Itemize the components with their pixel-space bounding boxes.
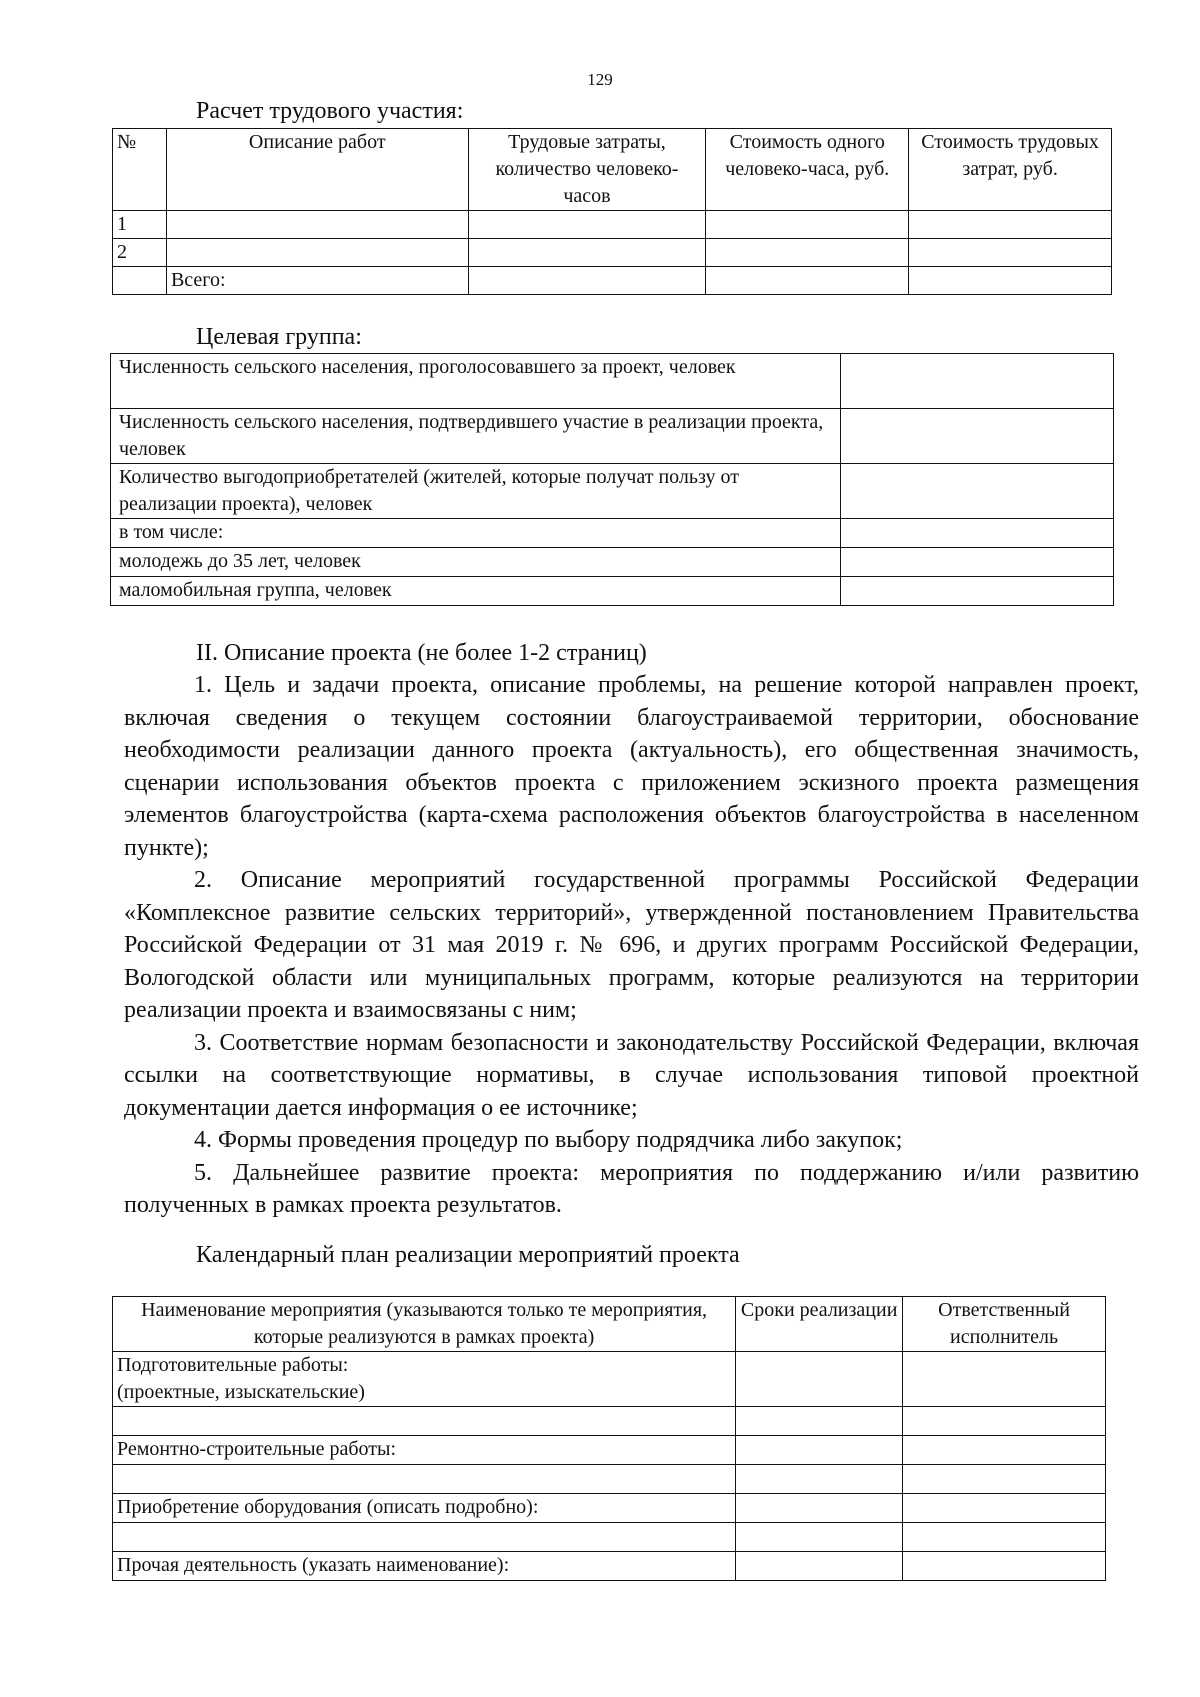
empty-cell [736, 1552, 903, 1581]
empty-cell [903, 1523, 1106, 1552]
event-label: Подготовительные работы: [117, 1354, 349, 1376]
table-row [111, 354, 1114, 409]
row-number: 1 [113, 211, 167, 239]
table-header-row [113, 129, 1112, 211]
section-item: 3. Соответствие нормам безопасности и законодательству Российской Федерации, включая ссылки на соответствующие нормативы, в случае использования типовой проектной документации дается информация о ее источнике; [124, 1029, 1139, 1121]
empty-cell [841, 577, 1114, 606]
table-row [113, 1436, 1106, 1465]
target-label: Численность сельского населения, проголосовавшего за проект, человек [111, 354, 841, 409]
empty-cell [903, 1436, 1106, 1465]
header-num: № [113, 129, 167, 211]
empty-cell [166, 211, 468, 239]
target-label: маломобильная группа, человек [111, 577, 841, 606]
table-row [113, 211, 1112, 239]
target-title: Целевая группа: [196, 324, 362, 350]
table-row [113, 1465, 1106, 1494]
header-responsible: Ответственный исполнитель [903, 1297, 1106, 1352]
section-item: 5. Дальнейшее развитие проекта: мероприятия по поддержанию и/или развитию полученных в рамках проекта результатов. [124, 1159, 1139, 1218]
header-event-name: Наименование мероприятия (указываются только те мероприятия, которые реализуются в рамках проекта) [113, 1297, 736, 1352]
empty-cell [113, 1465, 736, 1494]
target-label: молодежь до 35 лет, человек [111, 548, 841, 577]
target-label: Численность сельского населения, подтвердившего участие в реализации проекта, человек [111, 409, 841, 464]
empty-cell [166, 239, 468, 267]
empty-cell [736, 1436, 903, 1465]
empty-cell [841, 519, 1114, 548]
section-item: 2. Описание мероприятий государственной программы Российской Федерации «Комплексное развитие сельских территорий», утвержденной постановлением Правительства Российской Федерации от 31 мая 2019 г. № 696, и других программ Российской Федерации, Вологодской области или муниципальных программ, которые реализуются на территории реализации проекта и взаимосвязаны с ним; [124, 867, 1139, 1023]
event-label: Приобретение оборудования (описать подробно): [113, 1494, 736, 1523]
section-item: 1. Цель и задачи проекта, описание проблемы, на решение которой направлен проект, включая сведения о текущем состоянии благоустраиваемой территории, обоснование необходимости реализации данного проекта (актуальность), его общественная значимость, сценарии использования объектов проекта с приложением эскизного проекта размещения элементов благоустройства (карта-схема расположения объектов благоустройства в населенном пункте); [124, 672, 1139, 861]
empty-cell [903, 1552, 1106, 1581]
section-item: 4. Формы проведения процедур по выбору подрядчика либо закупок; [194, 1127, 903, 1153]
total-label: Всего: [166, 267, 468, 295]
table-row [113, 239, 1112, 267]
target-group-table [110, 353, 1114, 606]
empty-cell [903, 1407, 1106, 1436]
table-row [111, 464, 1114, 519]
section-body [124, 669, 1139, 1222]
empty-cell [909, 211, 1112, 239]
page-number: 129 [587, 70, 613, 89]
table-row [111, 519, 1114, 548]
empty-cell [736, 1352, 903, 1407]
header-cost: Стоимость трудовых затрат, руб. [909, 129, 1112, 211]
table-row [113, 1494, 1106, 1523]
empty-cell [468, 211, 706, 239]
table-row [113, 1523, 1106, 1552]
header-description: Описание работ [166, 129, 468, 211]
total-row [113, 267, 1112, 295]
calendar-table [112, 1296, 1106, 1581]
empty-cell [706, 267, 909, 295]
event-label: Прочая деятельность (указать наименование): [113, 1552, 736, 1581]
target-label: Количество выгодоприобретателей (жителей, которые получат пользу от реализации проекта), человек [111, 464, 841, 519]
target-label: в том числе: [111, 519, 841, 548]
empty-cell [841, 354, 1114, 409]
empty-cell [909, 267, 1112, 295]
calendar-title: Календарный план реализации мероприятий проекта [196, 1242, 740, 1268]
table-row [111, 548, 1114, 577]
empty-cell [841, 548, 1114, 577]
table-header-row [113, 1297, 1106, 1352]
empty-cell [468, 267, 706, 295]
header-terms: Сроки реализации [736, 1297, 903, 1352]
event-label: Ремонтно-строительные работы: [113, 1436, 736, 1465]
table-row [113, 1552, 1106, 1581]
empty-cell [736, 1465, 903, 1494]
empty-cell [113, 1407, 736, 1436]
table-row [111, 409, 1114, 464]
empty-cell [736, 1523, 903, 1552]
table-row [113, 1407, 1106, 1436]
empty-cell [113, 267, 167, 295]
section-title: II. Описание проекта (не более 1-2 страниц) [196, 640, 647, 666]
empty-cell [113, 1523, 736, 1552]
event-cell [113, 1352, 736, 1407]
empty-cell [903, 1465, 1106, 1494]
labor-table [112, 128, 1112, 295]
empty-cell [468, 239, 706, 267]
header-hours: Трудовые затраты, количество человеко-часов [468, 129, 706, 211]
labor-title: Расчет трудового участия: [196, 98, 464, 124]
empty-cell [736, 1407, 903, 1436]
empty-cell [841, 464, 1114, 519]
empty-cell [903, 1494, 1106, 1523]
row-number: 2 [113, 239, 167, 267]
event-sublabel: (проектные, изыскательские) [117, 1381, 365, 1403]
empty-cell [841, 409, 1114, 464]
header-rate: Стоимость одного человеко-часа, руб. [706, 129, 909, 211]
empty-cell [909, 239, 1112, 267]
table-row [113, 1352, 1106, 1407]
empty-cell [706, 239, 909, 267]
empty-cell [706, 211, 909, 239]
empty-cell [903, 1352, 1106, 1407]
empty-cell [736, 1494, 903, 1523]
table-row [111, 577, 1114, 606]
